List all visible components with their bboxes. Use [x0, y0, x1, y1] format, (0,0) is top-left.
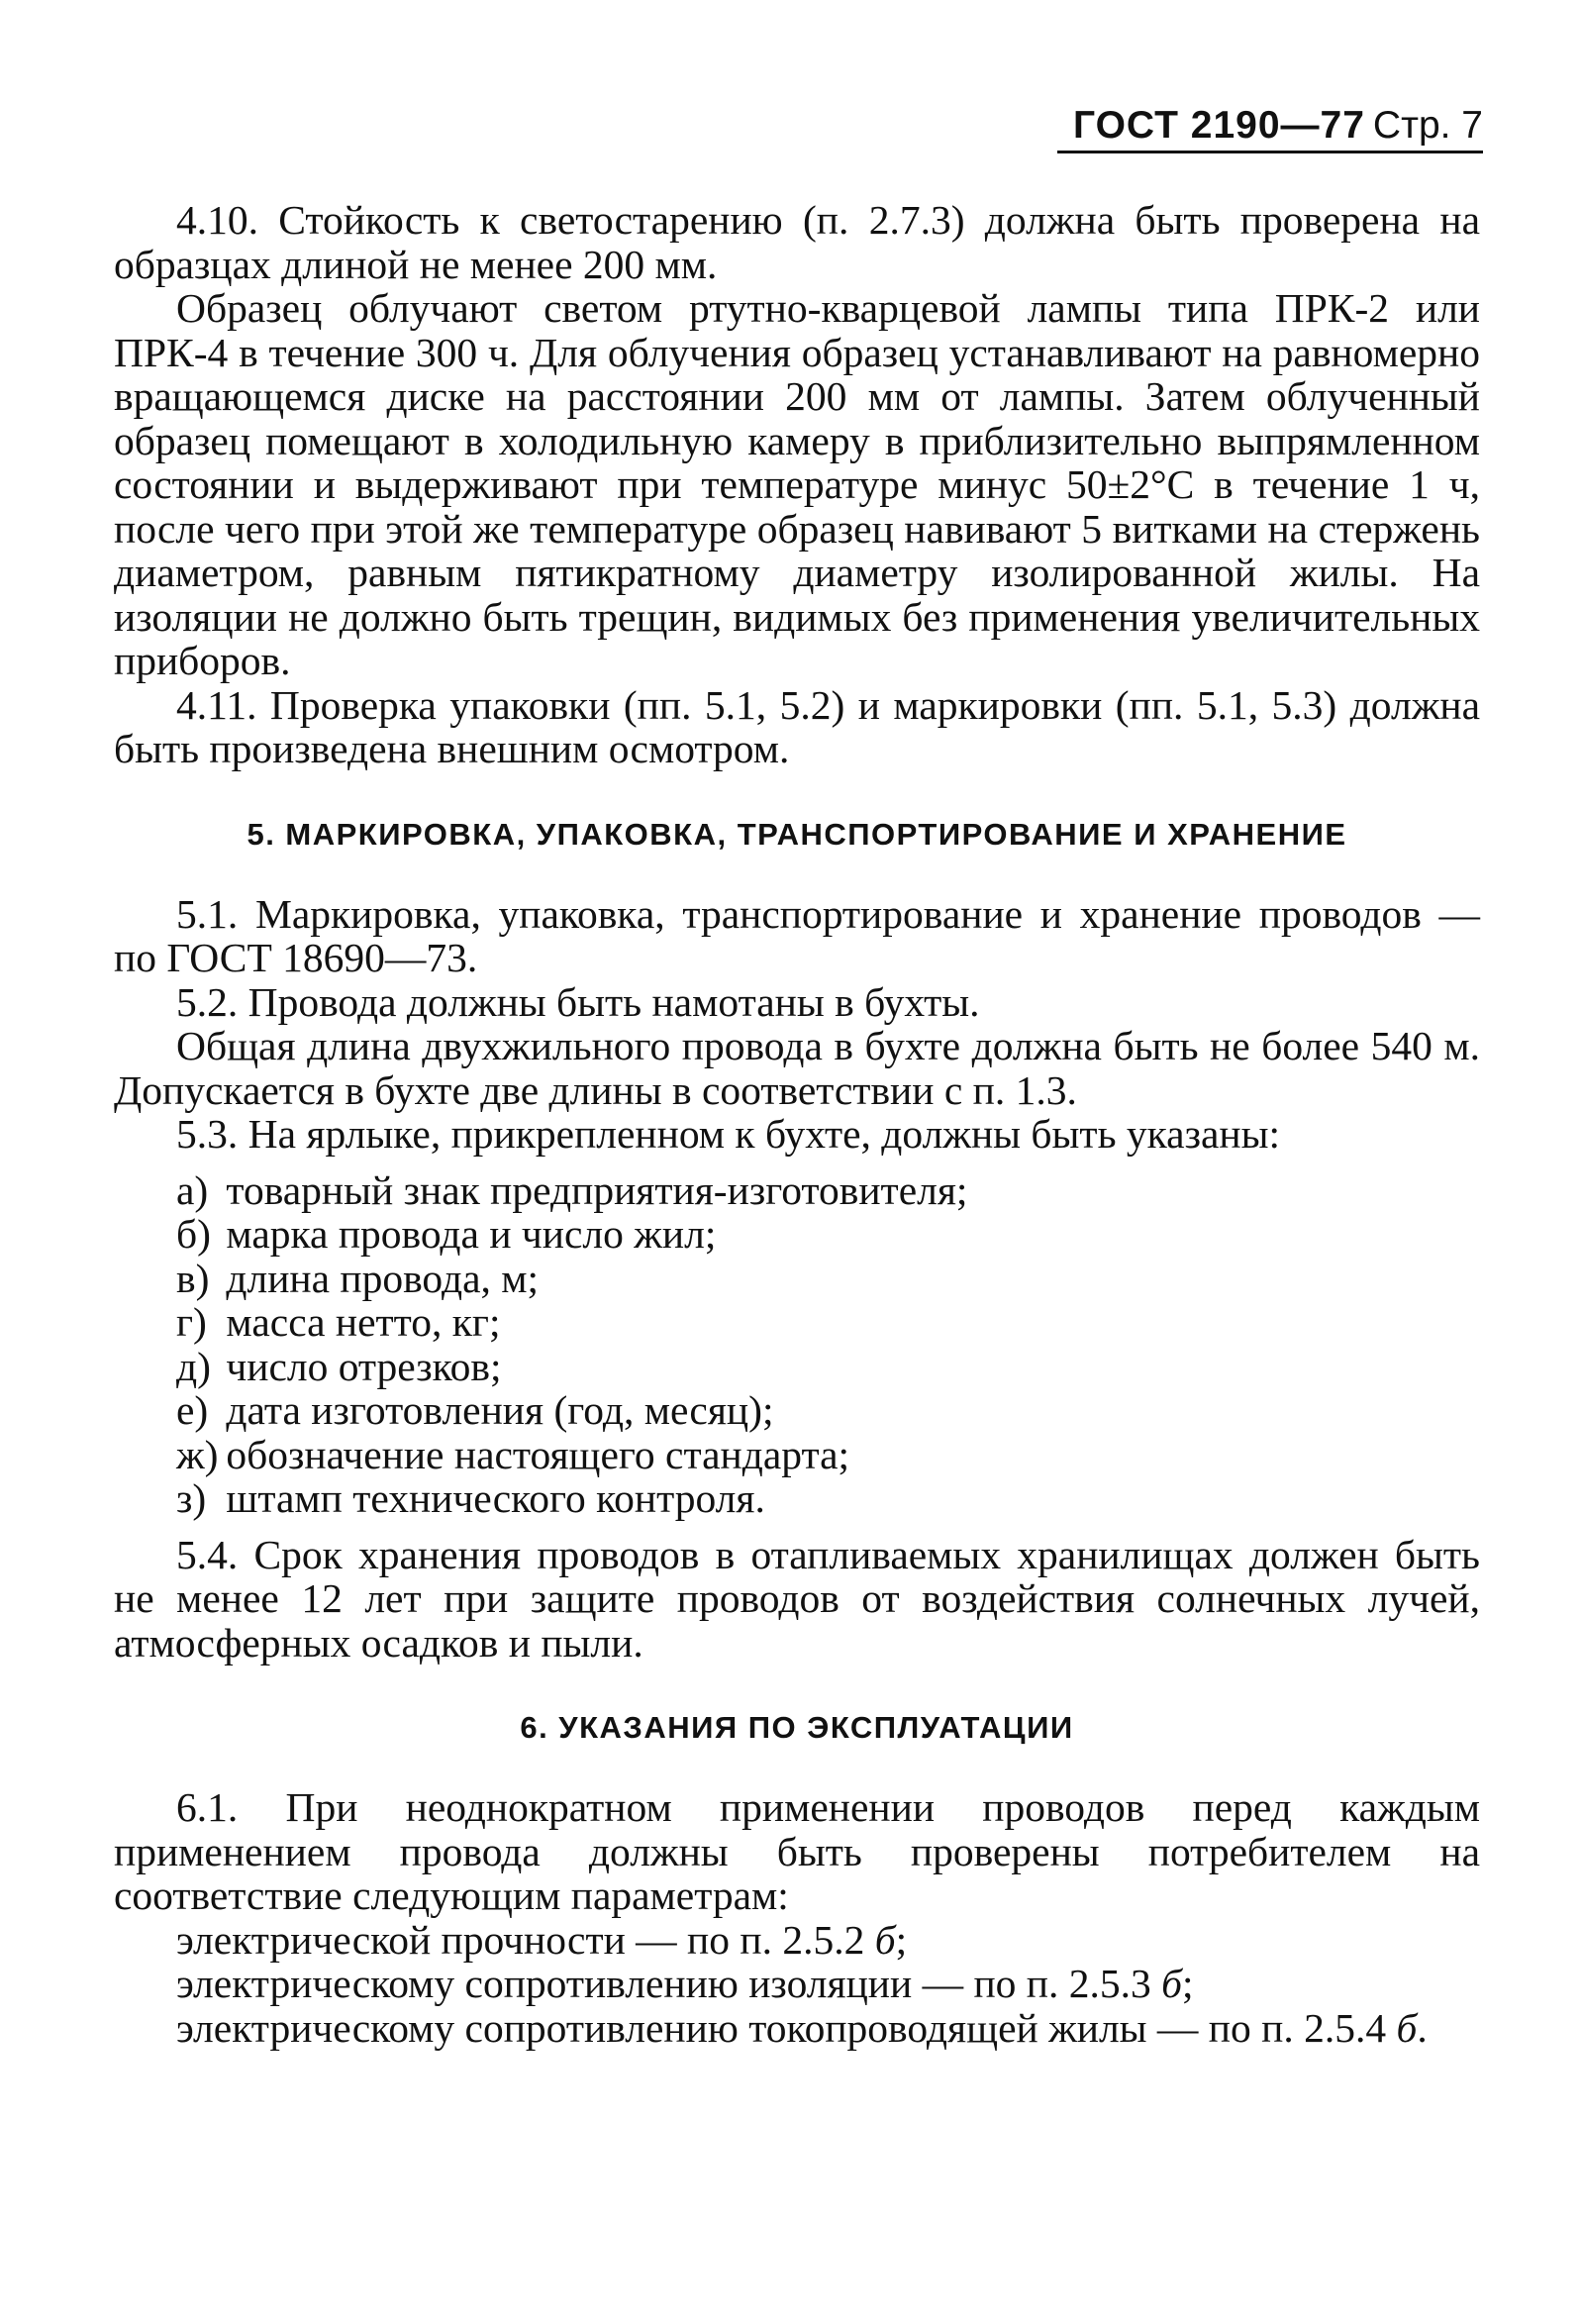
section-5-heading: 5. МАРКИРОВКА, УПАКОВКА, ТРАНСПОРТИРОВАНИЕ И ХРАНЕНИЕ: [247, 816, 1347, 852]
paragraph-4-11: 4.11. Проверка упаковки (пп. 5.1, 5.2) и маркировки (пп. 5.1, 5.3) должна быть произведена внешним осмотром.: [114, 681, 1480, 771]
list-marker: г): [176, 1299, 207, 1345]
param-line-1: электрической прочности — по п. 2.5.2 б;: [176, 1916, 908, 1963]
list-item-text: длина провода, м;: [226, 1255, 540, 1301]
list-marker: б): [176, 1211, 211, 1257]
param-line-2: электрическому сопротивлению изоляции — по п. 2.5.3 б;: [176, 1961, 1194, 2006]
list-item: [176, 1388, 1480, 1433]
paragraph-5-2-body: Общая длина двухжильного провода в бухте должна быть не более 540 м. Допускается в бухте две длины в соответствии с п. 1.3.: [114, 1023, 1480, 1113]
list-item-text: дата изготовления (год, месяц);: [226, 1387, 774, 1433]
list-item-text: число отрезков;: [226, 1343, 502, 1389]
list-item: [176, 1433, 1480, 1477]
paragraph-5-3: 5.3. На ярлыке, прикрепленном к бухте, должны быть указаны:: [176, 1111, 1281, 1157]
list-item-text: масса нетто, кг;: [226, 1299, 501, 1345]
page-number: Стр. 7: [1372, 104, 1483, 147]
list-marker: в): [176, 1255, 210, 1301]
list-marker: а): [176, 1166, 209, 1213]
list-item-text: марка провода и число жил;: [226, 1211, 717, 1257]
header-rule: [1057, 151, 1483, 153]
param-line-2-letter: б: [1161, 1961, 1182, 2006]
param-line-1-letter: б: [874, 1916, 896, 1963]
list-item-text: штамп технического контроля.: [226, 1475, 765, 1521]
param-line-3: электрическому сопротивлению токопроводящей жилы — по п. 2.5.4 б.: [176, 2004, 1428, 2051]
page-header: [1057, 103, 1483, 153]
paragraph-4-10-body: Образец облучают светом ртутно-кварцевой лампы типа ПРК-2 или ПРК-4 в течение 300 ч. Для облучения образец устанавливают на равномерно вращающемся диске на расстоянии 200 мм от лампы. Затем облученный образец помещают в холодильную камеру в приблизительно выпрямленном состоянии и выдерживают при температуре минус 50±2°C в течение 1 ч, после чего при этой же температуре образец навивают 5 витками на стержень диаметром, равным пятикратному диаметру изолированной жилы. На изоляции не должно быть трещин, видимых без применения увеличительных приборов.: [114, 285, 1480, 683]
list-item-text: товарный знак предприятия-изготовителя;: [226, 1166, 968, 1213]
list-item: [176, 1345, 1480, 1389]
paragraph-5-2: 5.2. Провода должны быть намотаны в бухты.: [176, 978, 980, 1025]
label-items-list: [114, 1168, 1480, 1521]
param-line-3-text: электрическому сопротивлению токопроводящей жилы — по п. 2.5.4: [176, 2004, 1387, 2051]
param-line-1-text: электрической прочности — по п. 2.5.2: [176, 1916, 865, 1963]
list-marker: е): [176, 1387, 209, 1433]
list-marker: ж): [176, 1431, 219, 1477]
paragraph-6-1: 6.1. При неоднократном применении проводов перед каждым применением провода должны быть проверены потребителем на соответствие следующим параметрам:: [114, 1784, 1480, 1918]
param-line-3-letter: б: [1396, 2004, 1418, 2051]
standard-number: ГОСТ 2190—77: [1073, 104, 1365, 147]
list-item: [176, 1300, 1480, 1345]
list-item: [176, 1257, 1480, 1301]
list-marker: д): [176, 1343, 211, 1389]
list-item-text: обозначение настоящего стандарта;: [226, 1431, 850, 1477]
section-6-heading: 6. УКАЗАНИЯ ПО ЭКСПЛУАТАЦИИ: [520, 1710, 1074, 1745]
list-item: [176, 1212, 1480, 1257]
list-item: [176, 1476, 1480, 1521]
paragraph-5-1: 5.1. Маркировка, упаковка, транспортирование и хранение проводов — по ГОСТ 18690—73.: [114, 890, 1480, 980]
paragraph-5-4: 5.4. Срок хранения проводов в отапливаемых хранилищах должен быть не менее 12 лет при защите проводов от воздействия солнечных лучей, атмосферных осадков и пыли.: [114, 1531, 1480, 1666]
paragraph-4-10: 4.10. Стойкость к светостарению (п. 2.7.3) должна быть проверена на образцах длиной не менее 200 мм.: [114, 197, 1480, 287]
document-body: [114, 198, 1480, 2050]
param-line-2-text: электрическому сопротивлению изоляции — по п. 2.5.3: [176, 1961, 1151, 2006]
list-marker: з): [176, 1475, 207, 1521]
list-item: [176, 1168, 1480, 1213]
